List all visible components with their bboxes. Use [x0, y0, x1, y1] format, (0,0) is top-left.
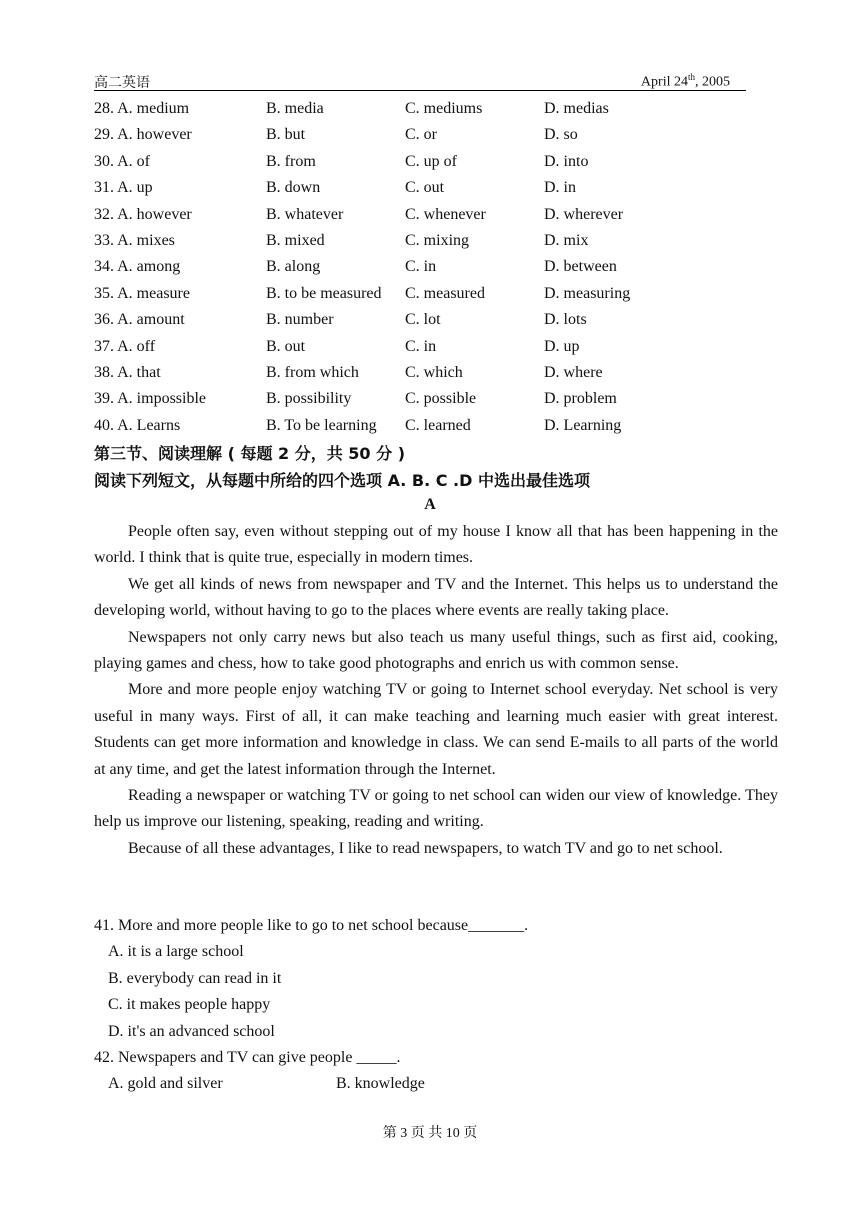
header-date-sup: th — [687, 72, 695, 82]
option-a: 31. A. up — [94, 179, 153, 197]
option-d: D. wherever — [544, 205, 624, 223]
section-title: 第三节、阅读理解 ( 每题 2 分，共 50 分 ) — [94, 444, 406, 463]
option-b: B. down — [266, 179, 321, 197]
option-d: D. measuring — [544, 284, 631, 302]
option-row-40 — [94, 414, 794, 440]
question-41-stem: 41. More and more people like to go to net school because_______. — [94, 917, 529, 934]
option-d: D. Learning — [544, 416, 622, 434]
option-row-31 — [94, 176, 794, 202]
option-row-37 — [94, 335, 794, 361]
option-d: D. where — [544, 363, 603, 381]
option-a: 35. A. measure — [94, 284, 190, 302]
option-c: C. lot — [405, 311, 441, 329]
header-date-year: , 2005 — [695, 74, 730, 90]
option-row-28 — [94, 97, 794, 123]
question-list — [94, 913, 778, 1098]
option-d: D. between — [544, 258, 617, 276]
question-41-choice-c: C. it makes people happy — [108, 996, 271, 1014]
question-42-choices — [94, 1071, 778, 1097]
question-42-choice-b: B. knowledge — [336, 1075, 425, 1093]
question-41-choice-a: A. it is a large school — [108, 943, 244, 961]
option-b: B. number — [266, 311, 334, 329]
option-c: C. or — [405, 126, 437, 144]
option-a: 38. A. that — [94, 363, 161, 381]
question-42-choice-a: A. gold and silver — [108, 1075, 223, 1093]
option-c: C. mixing — [405, 231, 470, 249]
option-d: D. into — [544, 152, 589, 170]
option-d: D. so — [544, 126, 578, 144]
question-41-choice-b: B. everybody can read in it — [108, 969, 282, 987]
option-d: D. mix — [544, 231, 589, 249]
option-b: B. from — [266, 152, 316, 170]
option-row-33 — [94, 229, 794, 255]
passage-paragraph: We get all kinds of news from newspaper and TV and the Internet. This helps us to understand the developing world, without having to go to the places where events are really taking place. — [94, 575, 778, 620]
option-a: 40. A. Learns — [94, 416, 181, 434]
option-d: D. in — [544, 179, 576, 197]
option-a: 33. A. mixes — [94, 231, 175, 249]
question-41-choice-d: D. it's an advanced school — [108, 1022, 275, 1040]
passage-paragraph: Because of all these advantages, I like to read newspapers, to watch TV and go to net school. — [128, 839, 723, 857]
option-c: C. possible — [405, 390, 477, 408]
option-row-38 — [94, 361, 794, 387]
option-row-32 — [94, 203, 794, 229]
header-date — [641, 72, 730, 91]
option-b: B. but — [266, 126, 306, 144]
passage-paragraph: Reading a newspaper or watching TV or going to net school can widen our view of knowledge. They help us improve our listening, speaking, reading and writing. — [94, 787, 778, 831]
reading-passage — [94, 519, 778, 862]
option-b: B. out — [266, 337, 306, 355]
option-a: 32. A. however — [94, 205, 192, 223]
passage-paragraph: Newspapers not only carry news but also teach us many useful things, such as first aid, cooking, playing games and chess, how to take good photographs and enrich us with common sense. — [94, 628, 778, 673]
option-d: D. medias — [544, 100, 609, 117]
option-row-39 — [94, 387, 794, 413]
option-d: D. problem — [544, 390, 617, 408]
option-c: C. out — [405, 179, 445, 197]
header-date-day: April 24 — [640, 74, 688, 90]
option-c: C. up of — [405, 152, 457, 170]
option-row-29 — [94, 123, 794, 149]
option-c: C. whenever — [405, 205, 486, 223]
option-b: B. to be measured — [266, 284, 382, 302]
option-c: C. learned — [405, 416, 471, 434]
option-b: B. possibility — [266, 390, 352, 408]
option-b: B. media — [266, 100, 324, 117]
option-c: C. which — [405, 363, 463, 381]
passage-paragraph: People often say, even without stepping out of my house I know all that has been happening in the world. I think that is quite true, especially in modern times. — [94, 523, 778, 567]
passage-paragraph: More and more people enjoy watching TV or going to Internet school everyday. Net school is very useful in many ways. First of all, it can make teaching and learning much easier with great interest. Students can get more information and knowledge in class. We can send E-mails to all parts of the world at any time, and get the latest information through the Internet. — [94, 681, 778, 778]
instruction-text: 阅读下列短文，从每题中所给的四个选项 A. B. C .D 中选出最佳选项 — [94, 471, 590, 490]
option-row-35 — [94, 282, 794, 308]
option-d: D. lots — [544, 311, 587, 329]
option-a: 28. A. medium — [94, 100, 190, 117]
page-footer: 第 3 页 共 10 页 — [382, 1126, 478, 1141]
option-b: B. from which — [266, 363, 359, 381]
option-c: C. mediums — [405, 100, 483, 117]
header-subject: 高二英语 — [94, 76, 150, 91]
option-b: B. mixed — [266, 231, 325, 249]
option-a: 29. A. however — [94, 126, 192, 144]
option-a: 36. A. amount — [94, 311, 185, 329]
option-b: B. To be learning — [266, 416, 377, 434]
option-a: 39. A. impossible — [94, 390, 207, 408]
passage-label: A — [424, 496, 436, 513]
option-a: 34. A. among — [94, 258, 181, 276]
option-row-34 — [94, 255, 794, 281]
option-row-30 — [94, 150, 794, 176]
question-42-stem: 42. Newspapers and TV can give people _____. — [94, 1049, 401, 1067]
option-table — [94, 97, 794, 440]
option-c: C. in — [405, 258, 437, 276]
option-c: C. in — [405, 337, 437, 355]
option-a: 37. A. off — [94, 337, 156, 355]
option-b: B. whatever — [266, 205, 344, 223]
page-header — [94, 70, 746, 91]
option-row-36 — [94, 308, 794, 334]
option-a: 30. A. of — [94, 152, 150, 170]
option-c: C. measured — [405, 284, 485, 302]
option-d: D. up — [544, 337, 580, 355]
option-b: B. along — [266, 258, 321, 276]
